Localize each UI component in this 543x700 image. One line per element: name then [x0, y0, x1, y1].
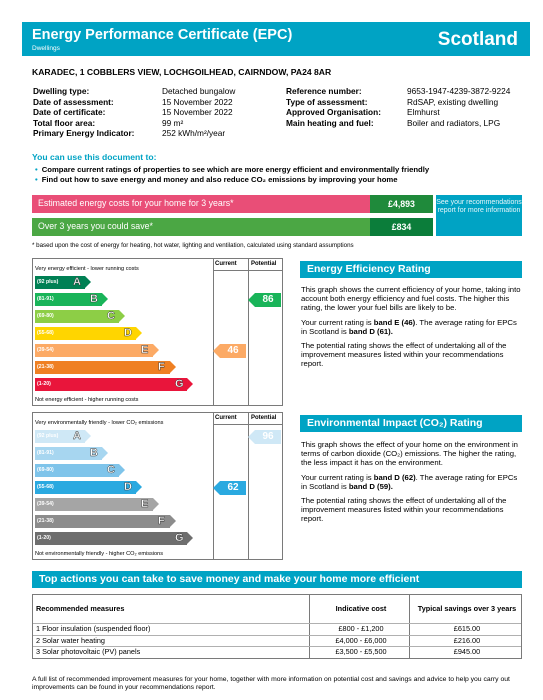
- current-band-text: band D (62): [373, 472, 416, 482]
- chart-header-line: [213, 270, 282, 271]
- band-range: (1-20): [37, 535, 51, 541]
- estimated-costs-label: Estimated energy costs for your home for 3 years*: [38, 198, 234, 208]
- rating-band-g: [35, 532, 187, 545]
- detail-key: Primary Energy Indicator:: [33, 128, 135, 139]
- band-arrow-tip: [136, 327, 142, 339]
- rating-band-f: [35, 361, 170, 374]
- text-part: . The average rating for EPCs in Scotland is: [301, 317, 517, 336]
- band-range: (1-20): [37, 381, 51, 387]
- band-arrow-tip: [102, 447, 108, 459]
- country-label: Scotland: [437, 29, 518, 50]
- costs-footnote: * based upon the cost of energy for heating, hot water, lighting and ventilation, calculated using standard assumptions: [32, 242, 354, 249]
- chart-bottom-label: Not energy efficient - higher running costs: [35, 397, 139, 403]
- environmental-impact-chart: [32, 412, 283, 560]
- band-range: (39-54): [37, 501, 54, 507]
- panel-paragraph: The potential rating shows the effect of undertaking all of the improvement measures listed within your recommendations report.: [301, 341, 507, 369]
- estimated-costs-value: £4,893: [370, 195, 433, 213]
- detail-row: [286, 107, 510, 118]
- current-column-header: Current: [215, 261, 237, 267]
- detail-value: Boiler and radiators, LPG: [407, 117, 501, 128]
- chart-top-label: Very environmentally friendly - lower CO₂ emissions: [35, 420, 164, 426]
- detail-value: Elmhurst: [407, 107, 440, 118]
- recommendations-footer: A full list of recommended improvement measures for your home, together with more information on potential cost and savings and advice to help you carry out improvements can be found in your recommendations report.: [32, 676, 510, 692]
- current-column-header: Current: [215, 415, 237, 421]
- band-range: (55-68): [37, 484, 54, 490]
- potential-column-header: Potential: [251, 261, 277, 267]
- detail-key: Dwelling type:: [33, 86, 90, 96]
- band-letter: F: [158, 515, 165, 527]
- band-letter: C: [107, 464, 115, 476]
- top-actions-title: Top actions you can take to save money and make your home more efficient: [32, 571, 522, 588]
- text-part: Your current rating is: [301, 472, 374, 482]
- band-letter: A: [73, 276, 81, 288]
- details-left: [33, 86, 235, 139]
- use-text: Find out how to save energy and money and also reduce CO₂ emissions by improving your home: [41, 174, 398, 184]
- detail-row: [33, 107, 235, 118]
- detail-row: [33, 97, 235, 108]
- detail-row: [286, 118, 510, 129]
- band-letter: C: [107, 310, 115, 322]
- rating-arrow-tip: [213, 344, 220, 358]
- band-letter: G: [175, 378, 184, 390]
- savings-bar: [32, 218, 433, 236]
- current-rating-marker-value: 46: [227, 344, 239, 356]
- detail-key: Date of certificate:: [33, 107, 106, 118]
- detail-value: 15 November 2022: [162, 107, 233, 118]
- band-letter: E: [141, 344, 149, 356]
- detail-value: RdSAP, existing dwelling: [407, 96, 499, 107]
- panel-paragraph: [301, 318, 522, 336]
- average-band-text: band D (59).: [348, 481, 393, 491]
- band-letter: B: [90, 293, 98, 305]
- detail-value: 9653-1947-4239-3872-9224: [407, 86, 511, 96]
- details-right: [286, 86, 510, 128]
- text-part: . The average rating for EPCs in Scotland is: [301, 472, 518, 491]
- potential-rating-marker-value: 86: [262, 293, 274, 305]
- rating-band-a: [35, 276, 85, 289]
- certificate-subtitle: Dwellings: [32, 45, 60, 52]
- band-range: (69-80): [37, 313, 54, 319]
- current-band-text: band E (46): [373, 317, 416, 327]
- table-header: Typical savings over 3 years: [417, 604, 517, 613]
- table-header: Indicative cost: [335, 604, 387, 613]
- savings-value: £834: [370, 218, 433, 236]
- current-rating-marker: [220, 481, 246, 495]
- detail-row: [286, 86, 510, 97]
- text-part: Your current rating is: [301, 317, 374, 327]
- chart-bottom-label: Not environmentally friendly - higher CO₂ emissions: [35, 551, 164, 557]
- rating-band-g: [35, 378, 187, 391]
- rating-band-e: [35, 344, 153, 357]
- band-letter: F: [158, 361, 165, 373]
- band-arrow-tip: [136, 481, 142, 493]
- rating-band-b: [35, 293, 102, 306]
- potential-column-header: Potential: [251, 415, 277, 421]
- band-arrow-tip: [85, 276, 91, 288]
- potential-rating-marker-value: 96: [262, 430, 274, 442]
- panel-paragraph: [301, 473, 522, 491]
- table-row: [33, 646, 521, 658]
- band-range: (69-80): [37, 467, 54, 473]
- detail-key: Type of assessment:: [286, 96, 368, 107]
- use-item: [35, 165, 429, 175]
- panel-paragraph: This graph shows the current efficiency of your home, taking into account both energy efficiency and fuel costs. The higher this rating, the lower your fuel bills are likely to be.: [301, 285, 521, 313]
- chart-top-label: Very energy efficient - lower running costs: [35, 266, 139, 272]
- efficiency-panel-text: [301, 285, 522, 374]
- band-arrow-tip: [170, 361, 176, 373]
- band-letter: E: [141, 498, 149, 510]
- environment-panel-text: [301, 440, 522, 529]
- band-arrow-tip: [85, 430, 91, 442]
- use-text: Compare current ratings of properties to see which are more energy efficient and environmentally friendly: [41, 165, 430, 174]
- savings-label: Over 3 years you could save*: [38, 221, 153, 231]
- panel-paragraph: This graph shows the effect of your home on the environment in terms of carbon dioxide (CO₂) emissions. The higher the rating, the less impact it has on the environment.: [301, 440, 518, 468]
- band-letter: D: [124, 481, 132, 493]
- use-item: [35, 175, 429, 185]
- recommended-measures-table: [32, 594, 522, 659]
- rating-arrow-tip: [213, 481, 220, 495]
- detail-value: 15 November 2022: [162, 96, 233, 107]
- detail-value: Detached bungalow: [162, 86, 236, 96]
- recommendations-note: See your recommendations report for more information: [436, 195, 522, 236]
- table-cell: £800 - £1,200: [338, 624, 384, 633]
- rating-band-d: [35, 481, 136, 494]
- band-letter: G: [175, 532, 184, 544]
- band-arrow-tip: [187, 532, 193, 544]
- detail-key: Total floor area:: [33, 117, 96, 128]
- potential-rating-marker: [255, 293, 281, 307]
- current-rating-marker-value: 62: [227, 481, 239, 493]
- rating-band-a: [35, 430, 85, 443]
- detail-key: Reference number:: [286, 86, 362, 96]
- environment-panel-title: Environmental Impact (CO₂) Rating: [300, 415, 522, 432]
- rating-band-f: [35, 515, 170, 528]
- chart-divider: [248, 259, 249, 405]
- rating-arrow-tip: [248, 293, 255, 307]
- detail-row: [33, 128, 235, 139]
- table-cell: 1 Floor insulation (suspended floor): [36, 624, 151, 633]
- detail-value: 252 kWh/m²/year: [162, 128, 226, 139]
- band-arrow-tip: [187, 378, 193, 390]
- band-range: (55-68): [37, 330, 54, 336]
- rating-band-c: [35, 464, 119, 477]
- detail-row: [286, 97, 510, 108]
- property-address: KARADEC, 1 COBBLERS VIEW, LOCHGOILHEAD, CAIRNDOW, PA24 8AR: [32, 67, 332, 77]
- efficiency-panel-title: Energy Efficiency Rating: [300, 261, 522, 278]
- table-cell: 2 Solar water heating: [36, 635, 105, 645]
- band-arrow-tip: [170, 515, 176, 527]
- detail-key: Main heating and fuel:: [286, 117, 374, 128]
- detail-row: [33, 86, 235, 97]
- current-rating-marker: [220, 344, 246, 358]
- band-range: (39-54): [37, 347, 54, 353]
- table-cell: £3,500 - £5,500: [335, 647, 387, 656]
- bullet-icon: •: [35, 165, 38, 174]
- detail-value: 99 m²: [162, 117, 184, 128]
- table-header-row: [33, 595, 521, 623]
- rating-band-d: [35, 327, 136, 340]
- detail-key: Date of assessment:: [33, 96, 114, 107]
- table-cell: £615.00: [453, 624, 481, 633]
- band-range: (81-91): [37, 450, 54, 456]
- band-arrow-tip: [153, 344, 159, 356]
- use-title: You can use this document to:: [32, 152, 157, 162]
- energy-efficiency-chart: [32, 258, 283, 406]
- rating-band-c: [35, 310, 119, 323]
- rating-band-e: [35, 498, 153, 511]
- band-range: (21-38): [37, 364, 54, 370]
- chart-divider: [213, 259, 214, 405]
- band-letter: B: [90, 447, 98, 459]
- band-arrow-tip: [119, 464, 125, 476]
- band-range: (92 plus): [37, 279, 59, 285]
- detail-key: Approved Organisation:: [286, 107, 381, 118]
- estimated-costs-bar: [32, 195, 433, 213]
- band-arrow-tip: [102, 293, 108, 305]
- table-cell: £216.00: [453, 635, 481, 645]
- rating-band-b: [35, 447, 102, 460]
- table-header: Recommended measures: [36, 604, 125, 613]
- table-row: [33, 635, 521, 647]
- panel-paragraph: The potential rating shows the effect of undertaking all of the improvement measures listed within your recommendations report.: [301, 496, 507, 524]
- table-row: [33, 623, 521, 635]
- band-range: (21-38): [37, 518, 54, 524]
- uses-list: [35, 165, 429, 184]
- band-range: (81-91): [37, 296, 54, 302]
- bullet-icon: •: [35, 174, 38, 184]
- certificate-title: Energy Performance Certificate (EPC): [32, 27, 293, 43]
- band-letter: D: [124, 327, 132, 339]
- band-arrow-tip: [153, 498, 159, 510]
- band-arrow-tip: [119, 310, 125, 322]
- potential-rating-marker: [255, 430, 281, 444]
- table-cell: £945.00: [453, 647, 481, 656]
- detail-row: [33, 118, 235, 129]
- epc-header: [22, 22, 530, 56]
- table-cell: 3 Solar photovoltaic (PV) panels: [36, 647, 141, 656]
- band-range: (92 plus): [37, 433, 59, 439]
- average-band-text: band D (61).: [348, 326, 393, 336]
- rating-arrow-tip: [248, 430, 255, 444]
- table-cell: £4,000 - £6,000: [335, 635, 387, 645]
- band-letter: A: [73, 430, 81, 442]
- chart-header-line: [213, 424, 282, 425]
